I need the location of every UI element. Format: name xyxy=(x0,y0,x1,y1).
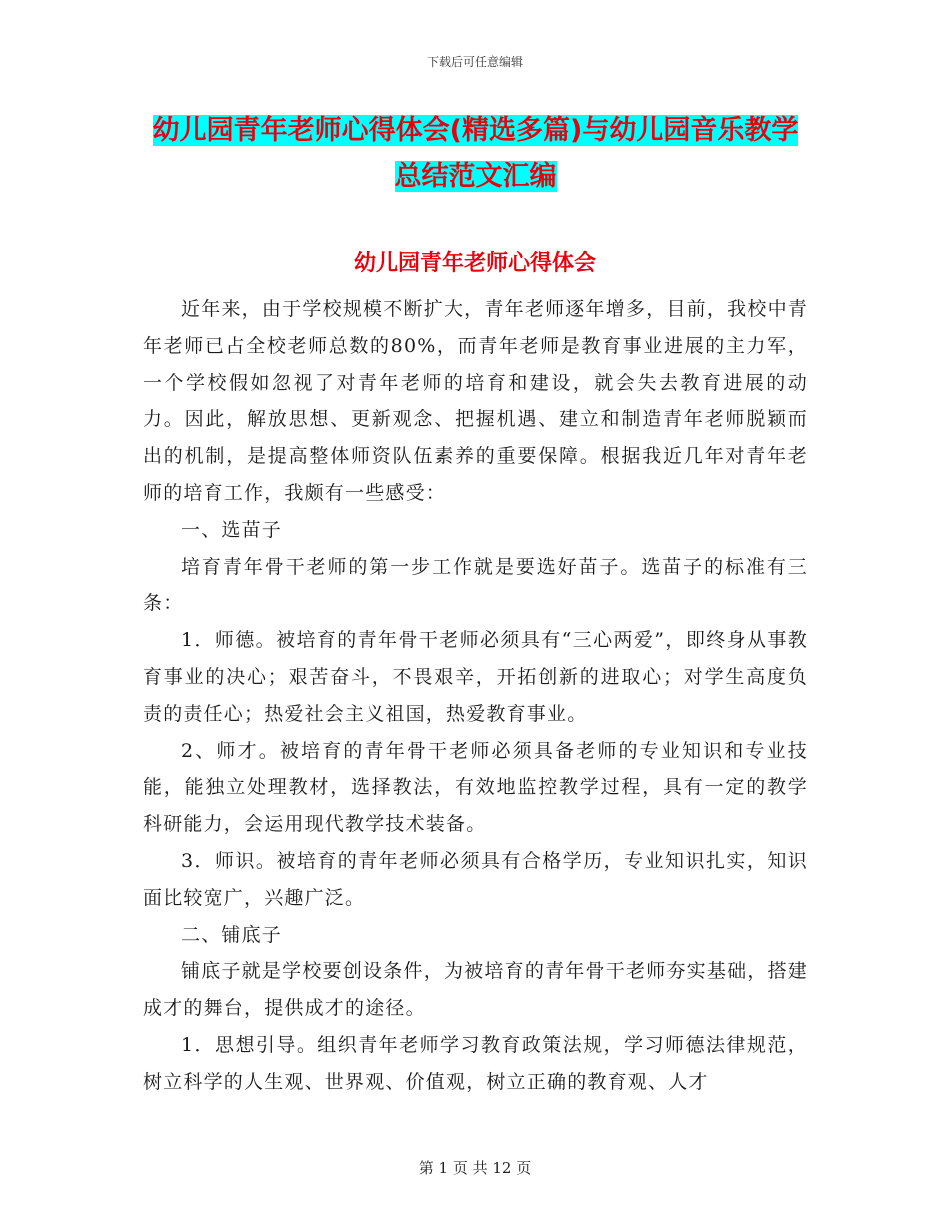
paragraph: 1．思想引导。组织青年老师学习教育政策法规，学习师德法律规范，树立科学的人生观、世界观、价值观，树立正确的教育观、人才 xyxy=(143,1033,808,1093)
header-note: 下载后可任意编辑 xyxy=(426,55,523,69)
document-title xyxy=(143,108,808,200)
section-title: 幼儿园青年老师心得体会 xyxy=(353,251,596,276)
document-title-text: 幼儿园青年老师心得体会(精选多篇)与幼儿园音乐教学总结范文汇编 xyxy=(152,115,799,192)
document-body xyxy=(143,291,808,1101)
paragraph: 近年来，由于学校规模不断扩大，青年老师逐年增多，目前，我校中青年老师已占全校老师总数的80%，而青年老师是教育事业进展的主力军，一个学校假如忽视了对青年老师的培育和建设，就会失去教育进展的动力。因此，解放思想、更新观念、把握机遇、建立和制造青年老师脱颖而出的机制，是提高整体师资队伍素养的重要保障。根据我近几年对青年老师的培育工作，我颇有一些感受： xyxy=(143,298,808,504)
paragraph: 二、铺底子 xyxy=(181,923,283,946)
paragraph: 培育青年骨干老师的第一步工作就是要选好苗子。选苗子的标准有三条： xyxy=(143,555,808,615)
paragraph: 1．师德。被培育的青年骨干老师必须具有“三心两爱”，即终身从事教育事业的决心；艰苦奋斗，不畏艰辛，开拓创新的进取心；对学生高度负责的责任心；热爱社会主义祖国，热爱教育事业。 xyxy=(143,629,808,725)
paragraph: 铺底子就是学校要创设条件，为被培育的青年骨干老师夯实基础，搭建成才的舞台，提供成才的途径。 xyxy=(143,960,808,1020)
paragraph: 一、选苗子 xyxy=(181,518,283,541)
paragraph: 3．师识。被培育的青年老师必须具有合格学历，专业知识扎实，知识面比较宽广，兴趣广泛。 xyxy=(143,849,808,909)
paragraph: 2、师才。被培育的青年骨干老师必须具备老师的专业知识和专业技能，能独立处理教材，选择教法，有效地监控教学过程，具有一定的教学科研能力，会运用现代教学技术装备。 xyxy=(143,739,808,836)
page-number: 第 1 页 共 12 页 xyxy=(418,1159,532,1177)
